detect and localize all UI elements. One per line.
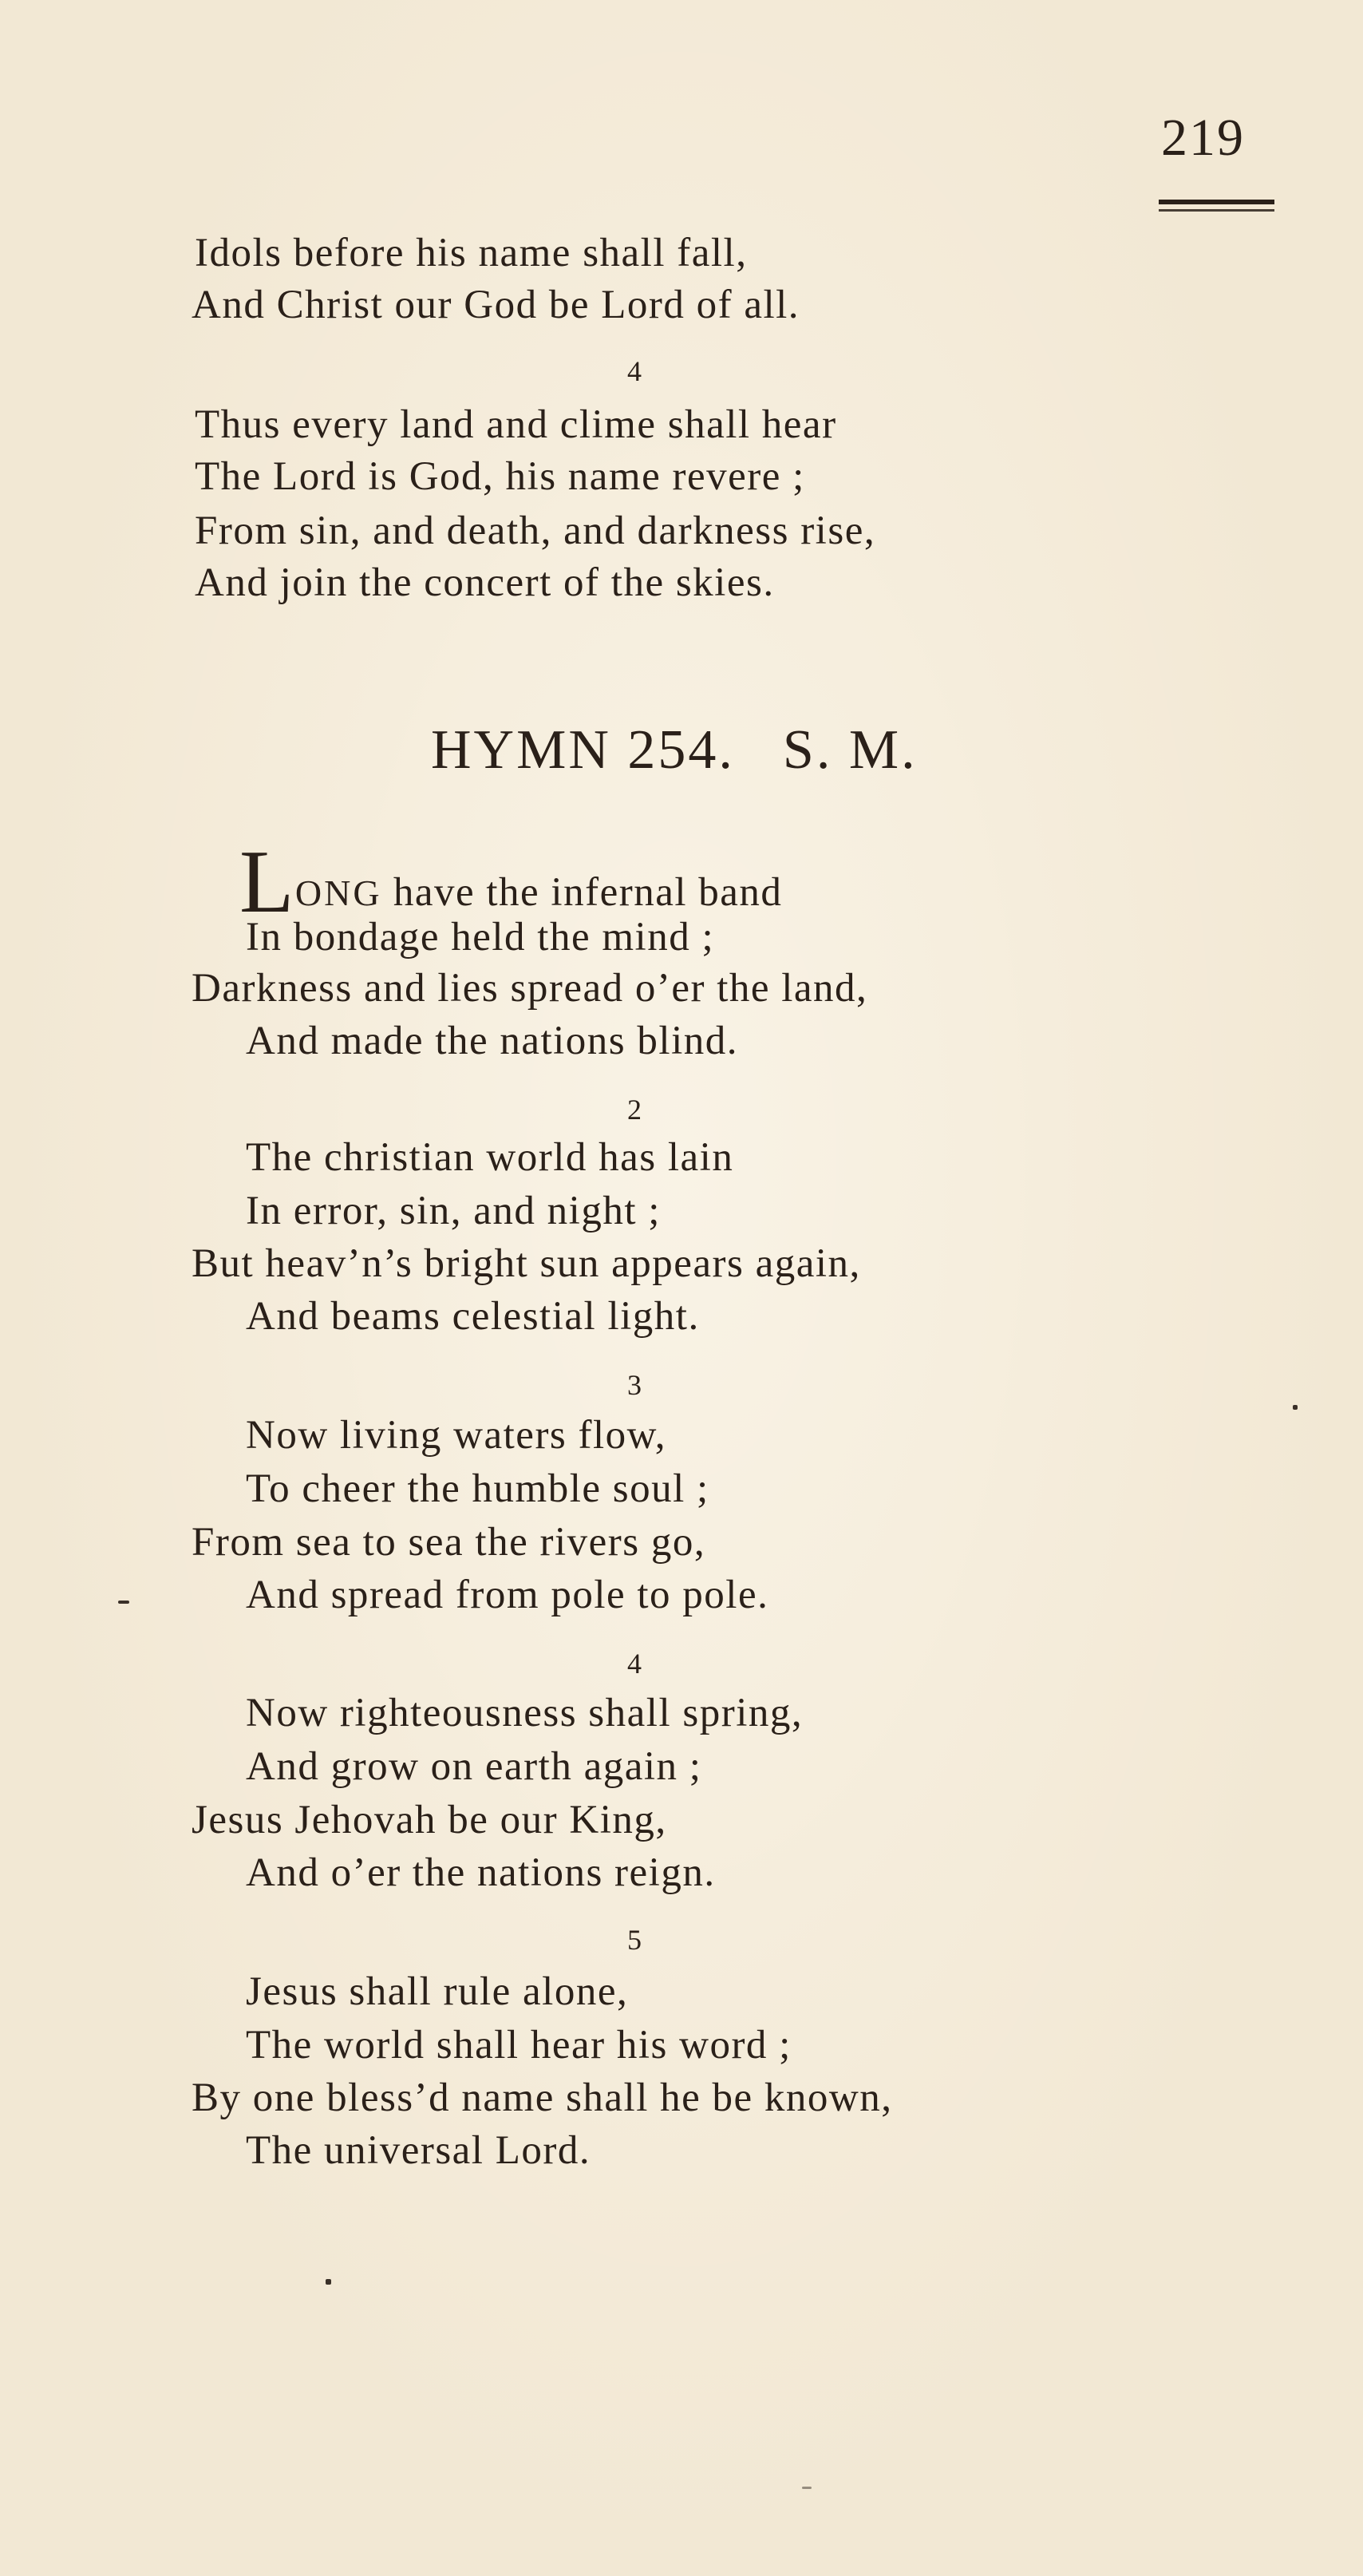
verse-line: The christian world has lain (246, 1135, 734, 1180)
verse-line: From sea to sea the rivers go, (192, 1520, 706, 1565)
verse-line: Idols before his name shall fall, (195, 231, 748, 275)
verse-line: Now righteousness shall spring, (246, 1691, 804, 1735)
bleed-through-texture (942, 351, 954, 408)
verse-line: And join the concert of the skies. (195, 560, 775, 605)
verse-line: In error, sin, and night ; (246, 1189, 661, 1233)
header-rule-thin (1159, 209, 1274, 212)
verse-number: 4 (627, 355, 642, 387)
verse-line: But heav’n’s bright sun appears again, (192, 1241, 861, 1286)
drop-cap: L (239, 833, 295, 932)
verse-line: And Christ our God be Lord of all. (192, 283, 800, 327)
verse-number: 2 (627, 1094, 642, 1126)
verse-line: In bondage held the mind ; (246, 915, 715, 960)
verse-line: Thus every land and clime shall hear (195, 402, 837, 447)
verse-line: Jesus shall rule alone, (246, 1969, 629, 2014)
verse-line: The universal Lord. (246, 2128, 591, 2173)
ink-speck (326, 2279, 331, 2285)
first-line (239, 833, 783, 932)
page-number: 219 (1161, 109, 1245, 167)
verse-line: And beams celestial light. (246, 1294, 700, 1339)
verse-line: The world shall hear his word ; (246, 2023, 792, 2068)
verse-number: 4 (627, 1648, 642, 1680)
verse-line: And spread from pole to pole. (246, 1573, 769, 1617)
first-word-small-caps: ONG (294, 873, 382, 913)
verse-line: The Lord is God, his name revere ; (195, 454, 805, 499)
verse-line: Now living waters flow, (246, 1413, 666, 1458)
verse-line: From sin, and death, and darkness rise, (195, 508, 876, 553)
hymn-meter: S. M. (782, 719, 918, 781)
ink-speck (118, 1601, 129, 1604)
verse-line: Darkness and lies spread o’er the land, (192, 966, 868, 1011)
verse-line: And grow on earth again ; (246, 1744, 702, 1789)
ink-speck (1293, 1405, 1298, 1410)
verse-number: 3 (627, 1369, 642, 1401)
ink-speck (802, 2487, 812, 2489)
first-line-rest: have the infernal band (381, 870, 783, 915)
verse-number: 5 (627, 1924, 642, 1956)
verse-line: Jesus Jehovah be our King, (192, 1798, 667, 1842)
verse-line: And made the nations blind. (246, 1019, 738, 1063)
header-rule (1159, 200, 1274, 204)
hymn-number: HYMN 254. (431, 719, 735, 781)
verse-line: By one bless’d name shall he be known, (192, 2075, 893, 2120)
hymn-title (431, 718, 918, 782)
verse-line: To cheer the humble soul ; (246, 1466, 709, 1511)
verse-line: And o’er the nations reign. (246, 1850, 716, 1895)
